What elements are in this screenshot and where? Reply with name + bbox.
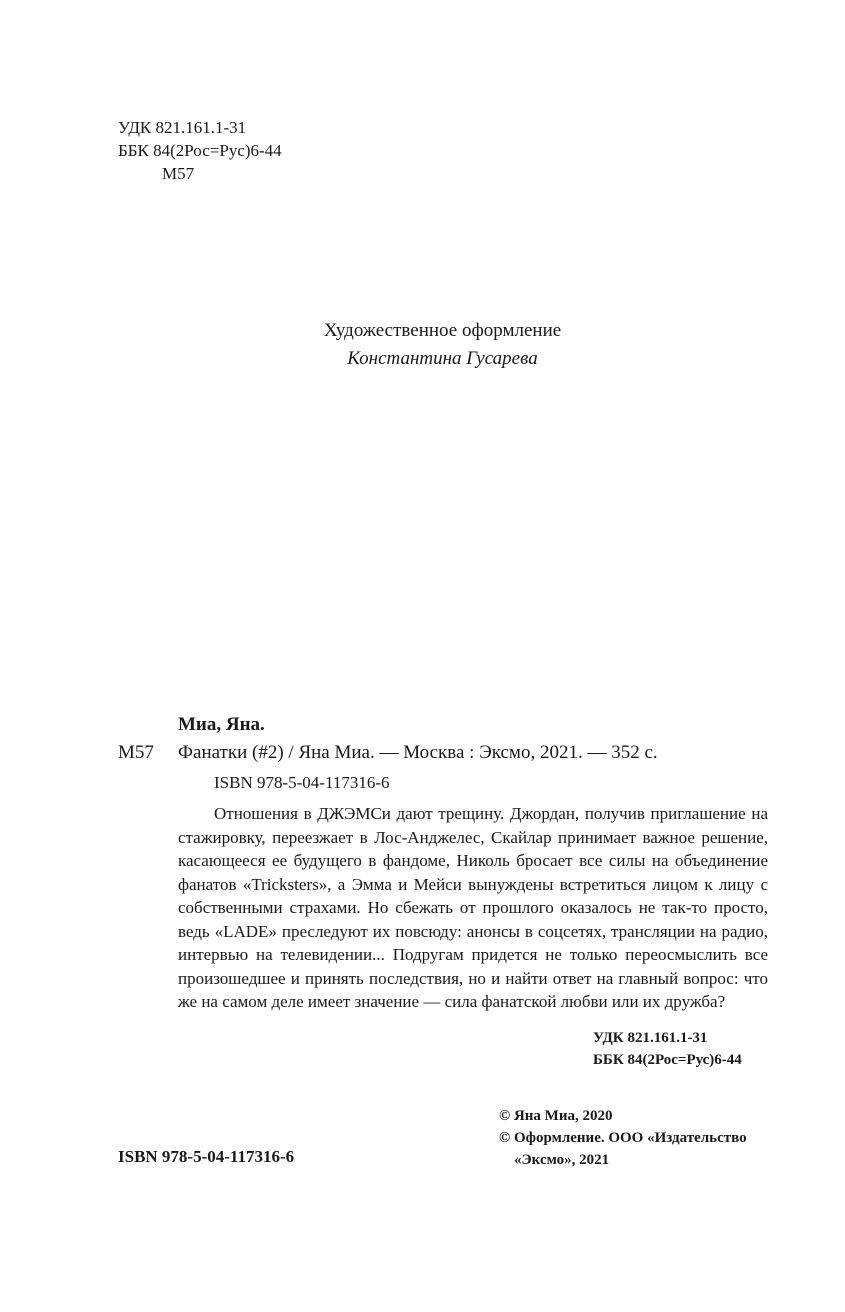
udk-code: УДК 821.161.1-31 <box>118 118 247 137</box>
copyright-block <box>499 1105 747 1171</box>
catalog-author: Миа, Яна. <box>178 714 265 735</box>
bbk-code: ББК 84(2Рос=Рус)6-44 <box>118 141 282 160</box>
author-mark-code: М57 <box>162 164 195 183</box>
catalog-entry-line <box>118 742 768 764</box>
designer-name: Константина Гусарева <box>347 348 538 369</box>
footer-classification-codes <box>593 1027 742 1071</box>
footer-udk-code: УДК 821.161.1-31 <box>593 1030 708 1046</box>
copyright-author: © Яна Миа, 2020 <box>499 1108 613 1124</box>
footer-bbk-code: ББК 84(2Рос=Рус)6-44 <box>593 1052 742 1068</box>
header-classification-codes <box>118 116 282 185</box>
catalog-author-mark: М57 <box>118 742 154 763</box>
bibliographic-description: Фанатки (#2) / Яна Миа. — Москва : Эксмо, 2021. — 352 с. <box>178 742 658 763</box>
design-credit-label: Художественное оформление <box>323 320 562 341</box>
book-annotation: Отношения в ДЖЭМСи дают трещину. Джордан, получив приглашение на стажировку, переезжает в Лос-Анджелес, Скайлар принимает важное решение, касающееся ее будущего в фандоме, Николь бросает все силы на объединение фанатов «Tricksters», а Эмма и Мейси вынуждены встретиться лицом к лицу с собственными страхами. Но сбежать от прошлого оказалось не так-то просто, ведь «LADE» преследуют их повсюду: анонсы в соцсетях, трансляции на радио, интервью на телевидении... Подругам придется не только переосмыслить все произошедшее и принять последствия, но и найти ответ на главный вопрос: что же на самом деле имеет значение — сила фанатской любви или их дружба? <box>178 804 768 1011</box>
catalog-isbn: ISBN 978-5-04-117316-6 <box>214 773 390 792</box>
footer-isbn: ISBN 978-5-04-117316-6 <box>118 1147 295 1166</box>
copyright-design: © Оформление. ООО «Издательство <box>499 1130 747 1146</box>
copyright-publisher: «Эксмо», 2021 <box>514 1152 610 1168</box>
